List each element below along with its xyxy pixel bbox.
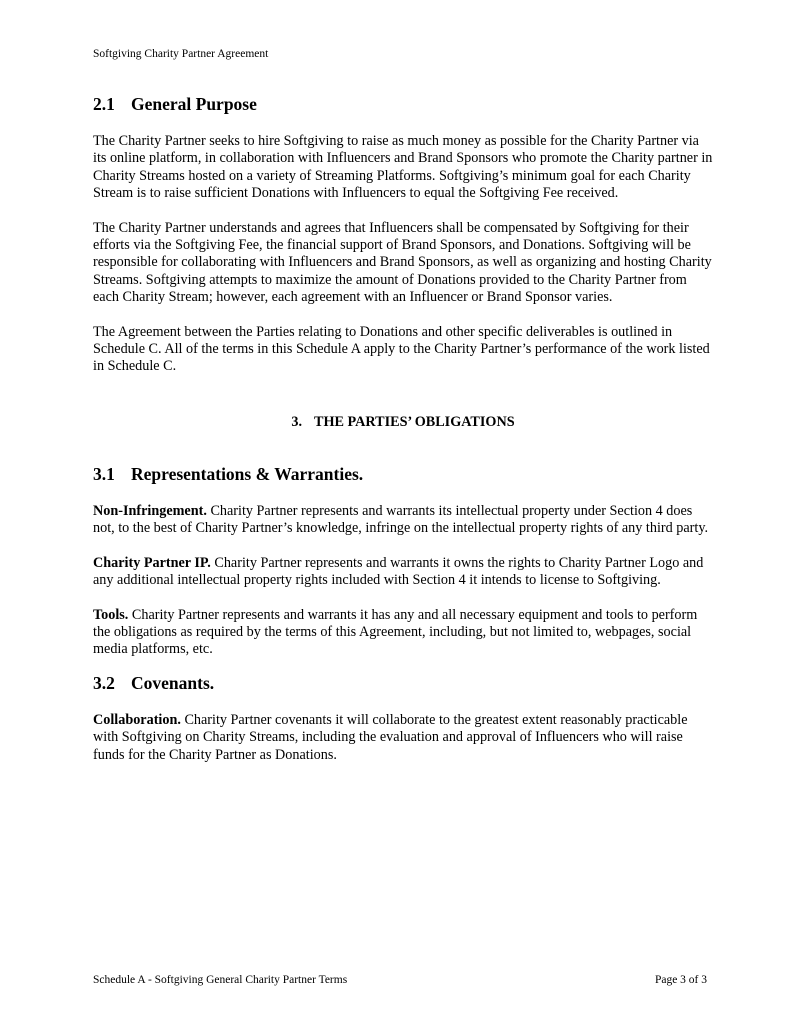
section-title: Covenants.	[131, 672, 215, 693]
paragraph-charity-partner-ip	[93, 555, 713, 590]
section-heading-covenants	[93, 671, 713, 695]
term-non-infringement: Non-Infringement.	[93, 502, 207, 519]
footer-schedule-title: Schedule A - Softgiving General Charity Partner Terms	[93, 974, 348, 986]
section-number: 2.1	[93, 94, 115, 114]
clause-text: Charity Partner covenants it will collaborate to the greatest extent reasonably practicable with Softgiving on Charity Streams, including the evaluation and approval of Influencers who will raise funds for the Charity Partner as Donations.	[93, 711, 688, 763]
paragraph-non-infringement	[93, 503, 713, 538]
paragraph-general-purpose-1: The Charity Partner seeks to hire Softgiving to raise as much money as possible for the Charity Partner via its online platform, in collaboration with Influencers and Brand Sponsors who promote the Charity partner in Charity Streams hosted on a variety of Streaming Platforms. Softgiving’s minimum goal for each Charity Stream is to raise sufficient Donations with Influencers to equal the Softgiving Fee received.	[93, 133, 713, 202]
clause-text: Charity Partner represents and warrants its intellectual property under Section 4 does not, to the best of Charity Partner’s knowledge, infringe on the intellectual property rights of any third party.	[93, 502, 709, 537]
page-number: Page 3 of 3	[654, 974, 707, 986]
section-title: Representations & Warranties.	[131, 463, 364, 484]
article-number: 3.	[291, 413, 303, 430]
term-collaboration: Collaboration.	[93, 711, 181, 728]
section-heading-representations	[93, 462, 713, 486]
paragraph-general-purpose-3: The Agreement between the Parties relating to Donations and other specific deliverables is outlined in Schedule C. All of the terms in this Schedule A apply to the Charity Partner’s performance of the work listed in Schedule C.	[93, 323, 710, 375]
paragraph-tools	[93, 607, 713, 659]
clause-text: Charity Partner represents and warrants it owns the rights to Charity Partner Logo and any additional intellectual property rights included with Section 4 it intends to license to Softgiving.	[93, 554, 704, 589]
section-number: 3.1	[93, 463, 115, 484]
paragraph-collaboration	[93, 712, 713, 764]
article-title: THE PARTIES’ OBLIGATIONS	[314, 413, 515, 430]
running-header: Softgiving Charity Partner Agreement	[93, 48, 269, 60]
article-heading-obligations	[93, 413, 713, 431]
clause-text: Charity Partner represents and warrants it has any and all necessary equipment and tools to perform the obligations as required by the terms of this Agreement, including, but not limited to, webpages, social media platforms, etc.	[93, 606, 698, 658]
page-content	[93, 92, 713, 764]
term-charity-partner-ip: Charity Partner IP.	[93, 554, 211, 571]
term-tools: Tools.	[93, 606, 129, 623]
paragraph-general-purpose-2: The Charity Partner understands and agrees that Influencers shall be compensated by Softgiving for their efforts via the Softgiving Fee, the financial support of Brand Sponsors, and Donations. Softgiving will be responsible for collaborating with Influencers and Brand Sponsors, as well as organizing and hosting Charity Streams. Softgiving attempts to maximize the amount of Donations provided to the Charity Partner from each Charity Stream; however, each agreement with an Influencer or Brand Sponsor varies.	[93, 219, 712, 306]
section-heading-general-purpose	[93, 92, 713, 116]
section-title: General Purpose	[131, 94, 257, 114]
section-number: 3.2	[93, 672, 115, 693]
